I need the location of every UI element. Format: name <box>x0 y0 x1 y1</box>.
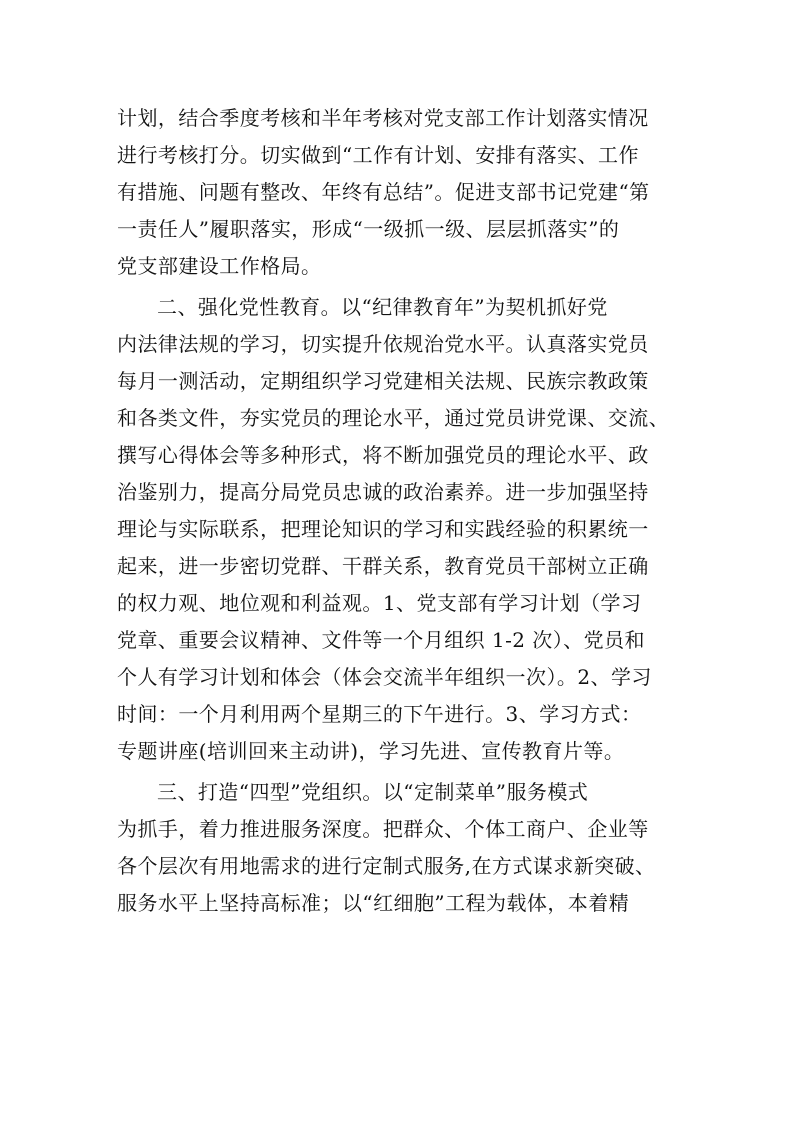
text-line: 时间：一个月利用两个星期三的下午进行。3、学习方式： <box>117 702 642 726</box>
text-line: 各个层次有用地需求的进行定制式服务,在方式谋求新突破、 <box>117 854 656 878</box>
text-line: 有措施、问题有整改、年终有总结”。促进支部书记党建“第 <box>117 180 650 204</box>
text-line: 计划，结合季度考核和半年考核对党支部工作计划落实情况 <box>117 106 649 130</box>
text-line: 内法律法规的学习，切实提升依规治党水平。认真落实党员 <box>117 332 649 356</box>
text-line: 一责任人”履职落实，形成“一级抓一级、层层抓落实”的 <box>117 217 620 241</box>
text-line: 撰写心得体会等多种形式，将不断加强党员的理论水平、政 <box>117 443 649 467</box>
text-line: 服务水平上坚持高标准；以“红细胞”工程为载体，本着精 <box>117 891 630 915</box>
text-line: 专题讲座(培训回来主动讲)，学习先进、宣传教育片等。 <box>117 739 625 763</box>
text-line: 理论与实际联系，把理论知识的学习和实践经验的积累统一 <box>117 517 649 541</box>
text-line: 党章、重要会议精神、文件等一个月组织 1-2 次）、党员和 <box>117 628 645 652</box>
text-line: 起来，进一步密切党群、干群关系，教育党员干部树立正确 <box>117 554 649 578</box>
text-line: 和各类文件，夯实党员的理论水平，通过党员讲党课、交流、 <box>117 406 670 430</box>
text-line: 的权力观、地位观和利益观。1、党支部有学习计划（学习 <box>117 591 642 615</box>
text-line: 党支部建设工作格局。 <box>117 254 322 278</box>
text-line: 进行考核打分。切实做到“工作有计划、安排有落实、工作 <box>117 143 639 167</box>
paragraph-heading-2: 二、强化党性教育。以“纪律教育年”为契机抓好党 <box>157 295 608 319</box>
text-line: 每月一测活动，定期组织学习党建相关法规、民族宗教政策 <box>117 369 649 393</box>
text-line: 为抓手，着力推进服务深度。把群众、个体工商户、企业等 <box>117 817 649 841</box>
paragraph-heading-3: 三、打造“四型”党组织。以“定制菜单”服务模式 <box>157 780 589 804</box>
text-line: 个人有学习计划和体会（体会交流半年组织一次）。2、学习 <box>117 665 652 689</box>
text-line: 治鉴别力，提高分局党员忠诚的政治素养。进一步加强坚持 <box>117 480 649 504</box>
